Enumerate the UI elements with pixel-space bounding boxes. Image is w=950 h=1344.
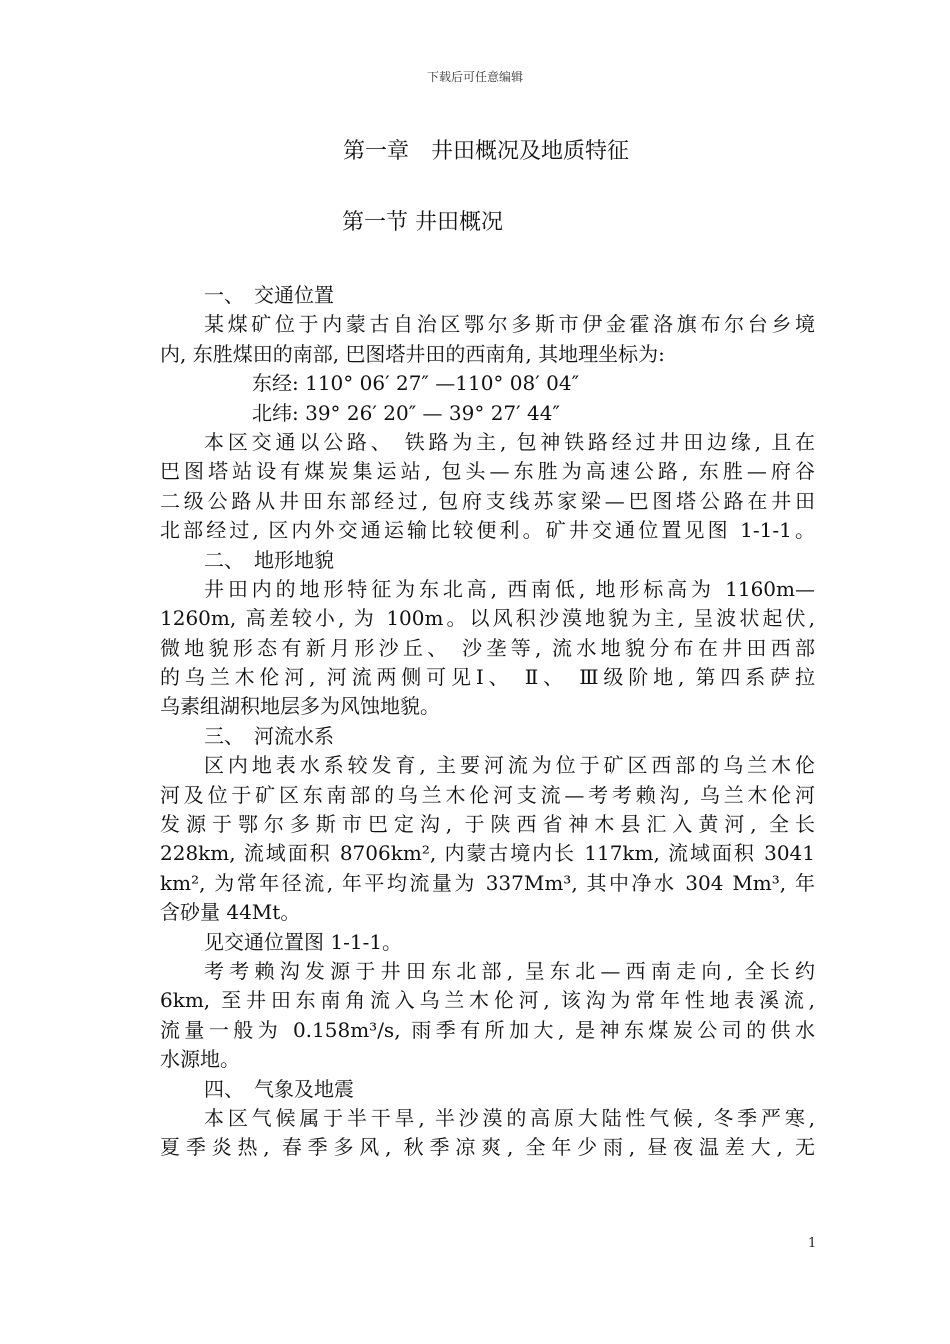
text-line: 流量一般为 0.158m³/s, 雨季有所加大, 是神东煤炭公司的供水 bbox=[160, 1017, 815, 1042]
header-note: 下载后可任意编辑 bbox=[426, 70, 523, 84]
text-line: 北纬: 39° 26′ 20″ — 39° 27′ 44″ bbox=[252, 400, 560, 425]
text-line: 井田内的地形特征为东北高, 西南低, 地形标高为 1160m— bbox=[204, 576, 815, 601]
text-line: 6km, 至井田东南角流入乌兰木伦河, 该沟为常年性地表溪流, bbox=[160, 988, 815, 1013]
text-line: 本区交通以公路、 铁路为主, 包神铁路经过井田边缘, 且在 bbox=[204, 429, 815, 454]
text-line: 微地貌形态有新月形沙丘、 沙垄等, 流水地貌分布在井田西部 bbox=[160, 635, 815, 660]
text-line: 本区气候属于半干旱, 半沙漠的高原大陆性气候, 冬季严寒, bbox=[204, 1105, 815, 1130]
text-line: 乌素组湖积地层多为风蚀地貌。 bbox=[160, 694, 440, 719]
section-heading: 四、 气象及地震 bbox=[204, 1076, 354, 1101]
text-line: 水源地。 bbox=[160, 1047, 240, 1072]
page-number: 1 bbox=[808, 1236, 817, 1251]
text-line: 河及位于矿区东南部的乌兰木伦河支流—考考赖沟, 乌兰木伦河 bbox=[160, 782, 815, 807]
text-line: 北部经过, 区内外交通运输比较便利。矿井交通位置见图 1-1-1。 bbox=[160, 518, 815, 543]
text-line: 考考赖沟发源于井田东北部, 呈东北—西南走向, 全长约 bbox=[204, 958, 815, 983]
text-line: km², 为常年径流, 年平均流量为 337Mm³, 其中净水 304 Mm³, 年 bbox=[160, 870, 815, 895]
text-line: 区内地表水系较发育, 主要河流为位于矿区西部的乌兰木伦 bbox=[204, 753, 815, 778]
text-line: 的乌兰木伦河, 河流两侧可见Ⅰ、 Ⅱ、 Ⅲ级阶地, 第四系萨拉 bbox=[160, 665, 815, 690]
text-line: 内, 东胜煤田的南部, 巴图塔井田的西南角, 其地理坐标为: bbox=[160, 341, 665, 366]
text-line: 某煤矿位于内蒙古自治区鄂尔多斯市伊金霍洛旗布尔台乡境 bbox=[204, 312, 815, 337]
text-line: 巴图塔站设有煤炭集运站, 包头—东胜为高速公路, 东胜—府谷 bbox=[160, 459, 815, 484]
text-line: 含砂量 44Mt。 bbox=[160, 900, 301, 925]
text-line: 见交通位置图 1-1-1。 bbox=[204, 929, 403, 954]
body-text bbox=[160, 281, 815, 1163]
chapter-title: 第一章 井田概况及地质特征 bbox=[342, 139, 629, 164]
section-heading: 一、 交通位置 bbox=[204, 283, 334, 307]
section-title: 第一节 井田概况 bbox=[342, 210, 503, 235]
section-heading: 三、 河流水系 bbox=[204, 723, 334, 748]
text-line: 1260m, 高差较小, 为 100m。以风积沙漠地貌为主, 呈波状起伏, bbox=[160, 606, 815, 631]
section-heading: 二、 地形地貌 bbox=[204, 547, 334, 572]
text-line: 228km, 流域面积 8706km², 内蒙古境内长 117km, 流域面积 3041 bbox=[160, 841, 815, 866]
text-line: 夏季炎热, 春季多风, 秋季凉爽, 全年少雨, 昼夜温差大, 无 bbox=[160, 1135, 815, 1160]
text-line: 东经: 110° 06′ 27″ —110° 08′ 04″ bbox=[252, 371, 580, 396]
text-line: 发源于鄂尔多斯市巴定沟, 于陕西省神木县汇入黄河, 全长 bbox=[160, 812, 815, 837]
text-line: 二级公路从井田东部经过, 包府支线苏家梁—巴图塔公路在井田 bbox=[160, 488, 815, 513]
